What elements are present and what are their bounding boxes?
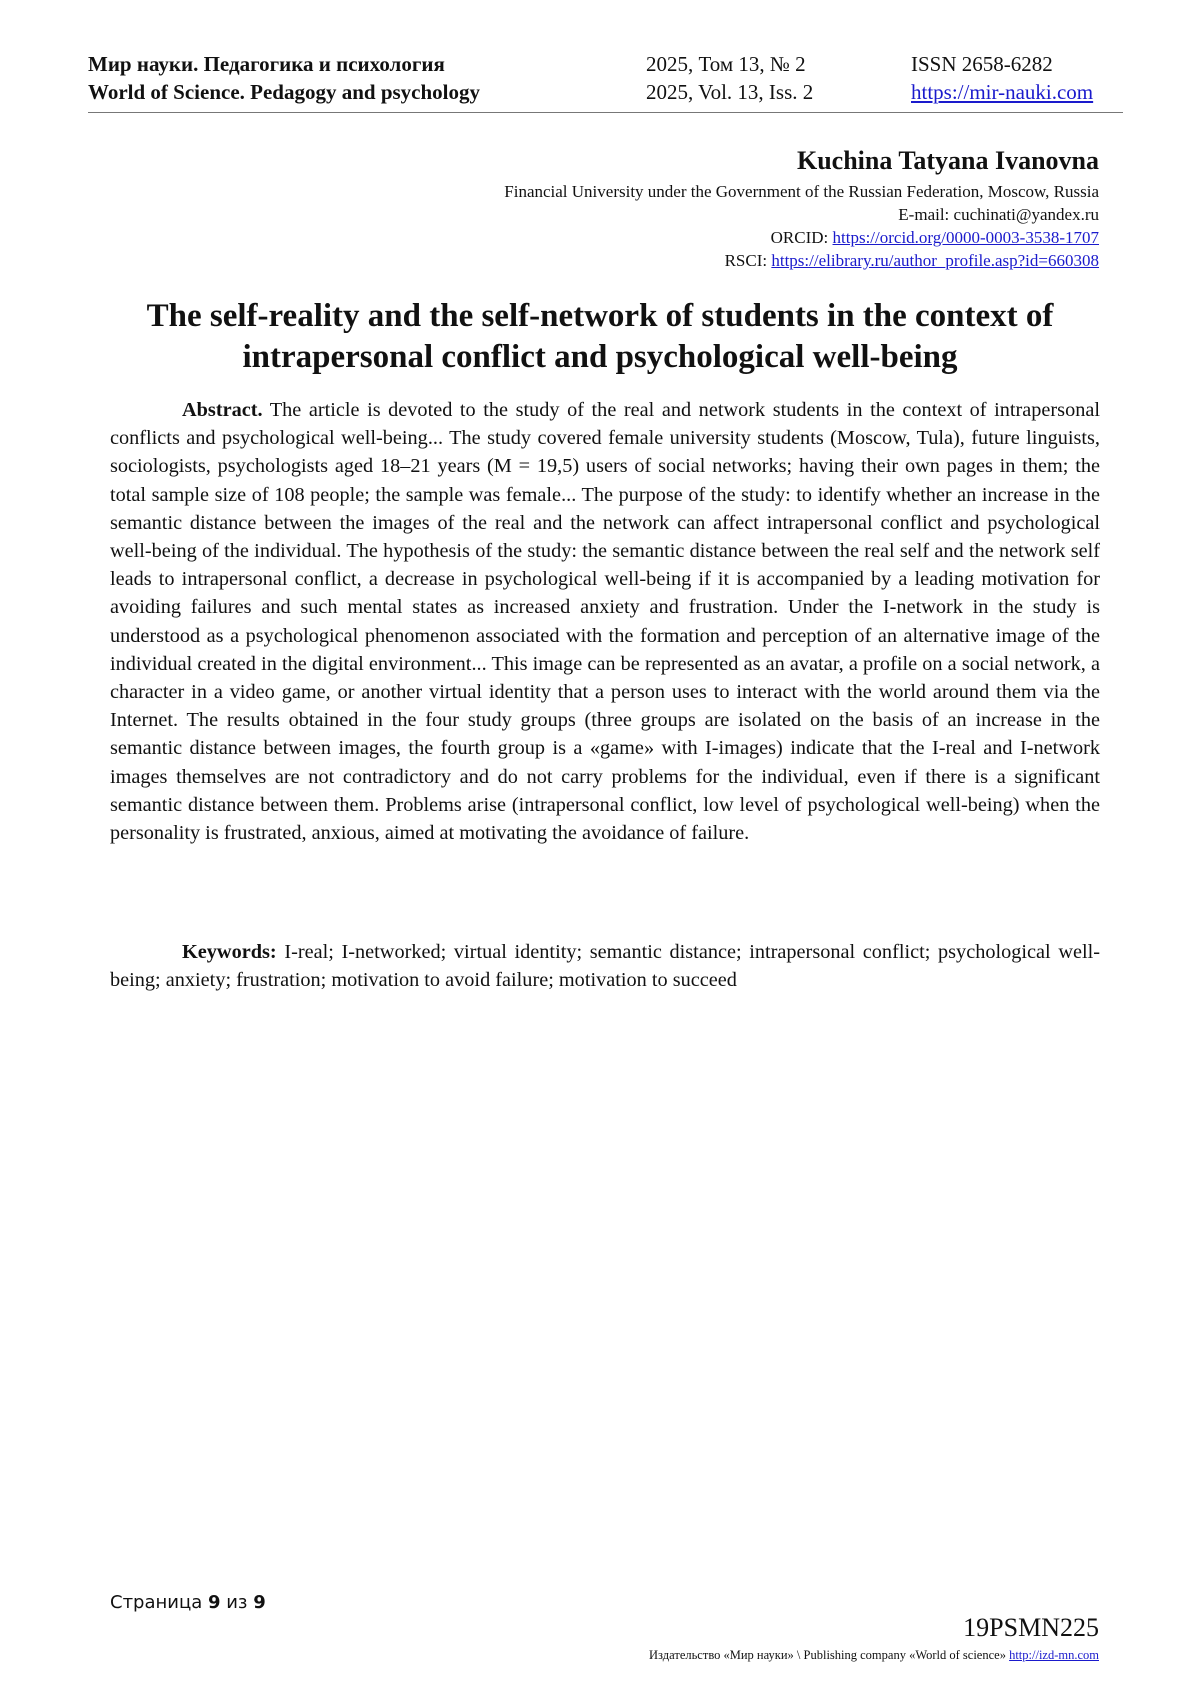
issn-site [911,50,1093,106]
author-affiliation: Financial University under the Government of the Russian Federation, Moscow, Russia [504,182,1099,201]
author-rsci [504,249,1099,272]
publisher-link[interactable]: http://izd-mn.com [1009,1648,1099,1662]
author-block [504,144,1099,272]
abstract [110,396,1100,847]
journal-site-link[interactable]: https://mir-nauki.com [911,80,1094,104]
orcid-label: ORCID: [770,228,833,247]
issue-ru: 2025, Том 13, № 2 [646,52,806,76]
page-total: 9 [253,1592,266,1613]
publisher-text: Издательство «Мир науки» \ Publishing company «World of science» [649,1648,1010,1662]
keywords-text: I-real; I-networked; virtual identity; semantic distance; intrapersonal conflict; psychological well-being; anxiety; frustration; motivation to avoid failure; motivation to succeed [110,941,1100,992]
page-current: 9 [207,1592,221,1613]
journal-title [88,50,480,106]
page-counter [110,1592,266,1613]
issn: ISSN 2658-6282 [911,52,1053,76]
issue-info [646,50,813,106]
journal-title-ru: Мир науки. Педагогика и психология [88,52,445,76]
paper-title: The self-reality and the self-network of students in the context of intrapersonal conflict and psychological well-being [146,298,1054,375]
author-name: Kuchina Tatyana Ivanovna [796,146,1099,175]
keywords [110,938,1100,994]
abstract-text: The article is devoted to the study of the real and network students in the context of intrapersonal conflicts and psychological well-being... The study covered female university students (Moscow, Tula), future linguists, sociologists, psychologists aged 18–21 years (M = 19,5) users of social networks; having their own pages in them; the total sample size of 108 people; the sample was female... The purpose of the study: to identify whether an increase in the semantic distance between the images of the real and the network can affect intrapersonal conflict and psychological well-being of the individual. The hypothesis of the study: the semantic distance between the real self and the network self leads to intrapersonal conflict, a decrease in psychological well-being if it is accompanied by a leading motivation for avoiding failures and such mental states as increased anxiety and frustration. Under the I-network in the study is understood as a psychological phenomenon associated with the formation and perception of an alternative image of the individual created in the digital environment... This image can be represented as an avatar, a profile on a social network, a character in a video game, or another virtual identity that a person uses to interact with the world around them via the Internet. The results obtained in the four study groups (three groups are isolated on the basis of an increase in the semantic distance between images, the fourth group is a «game» with I-images) indicate that the I-real and I-network images themselves are not contradictory and do not carry problems for the individual, even if there is a significant semantic distance between them. Problems arise (intrapersonal conflict, low level of psychological well-being) when the personality is frustrated, anxious, aimed at motivating the avoidance of failure. [110,399,1100,845]
keywords-label: Keywords: [182,941,277,963]
author-orcid [504,226,1099,249]
article-code: 19PSMN225 [963,1613,1099,1642]
journal-title-en: World of Science. Pedagogy and psychology [88,80,481,104]
publisher-line [649,1648,1099,1663]
running-header [88,50,1123,113]
issue-en: 2025, Vol. 13, Iss. 2 [646,80,814,104]
orcid-link[interactable]: https://orcid.org/0000-0003-3538-1707 [832,228,1099,247]
rsci-label: RSCI: [724,251,772,270]
page-mid: из [220,1592,254,1613]
page-prefix: Страница [110,1592,208,1613]
author-email: E-mail: cuchinati@yandex.ru [898,205,1099,224]
rsci-link[interactable]: https://elibrary.ru/author_profile.asp?id=660308 [771,251,1099,270]
abstract-label: Abstract. [182,399,263,421]
